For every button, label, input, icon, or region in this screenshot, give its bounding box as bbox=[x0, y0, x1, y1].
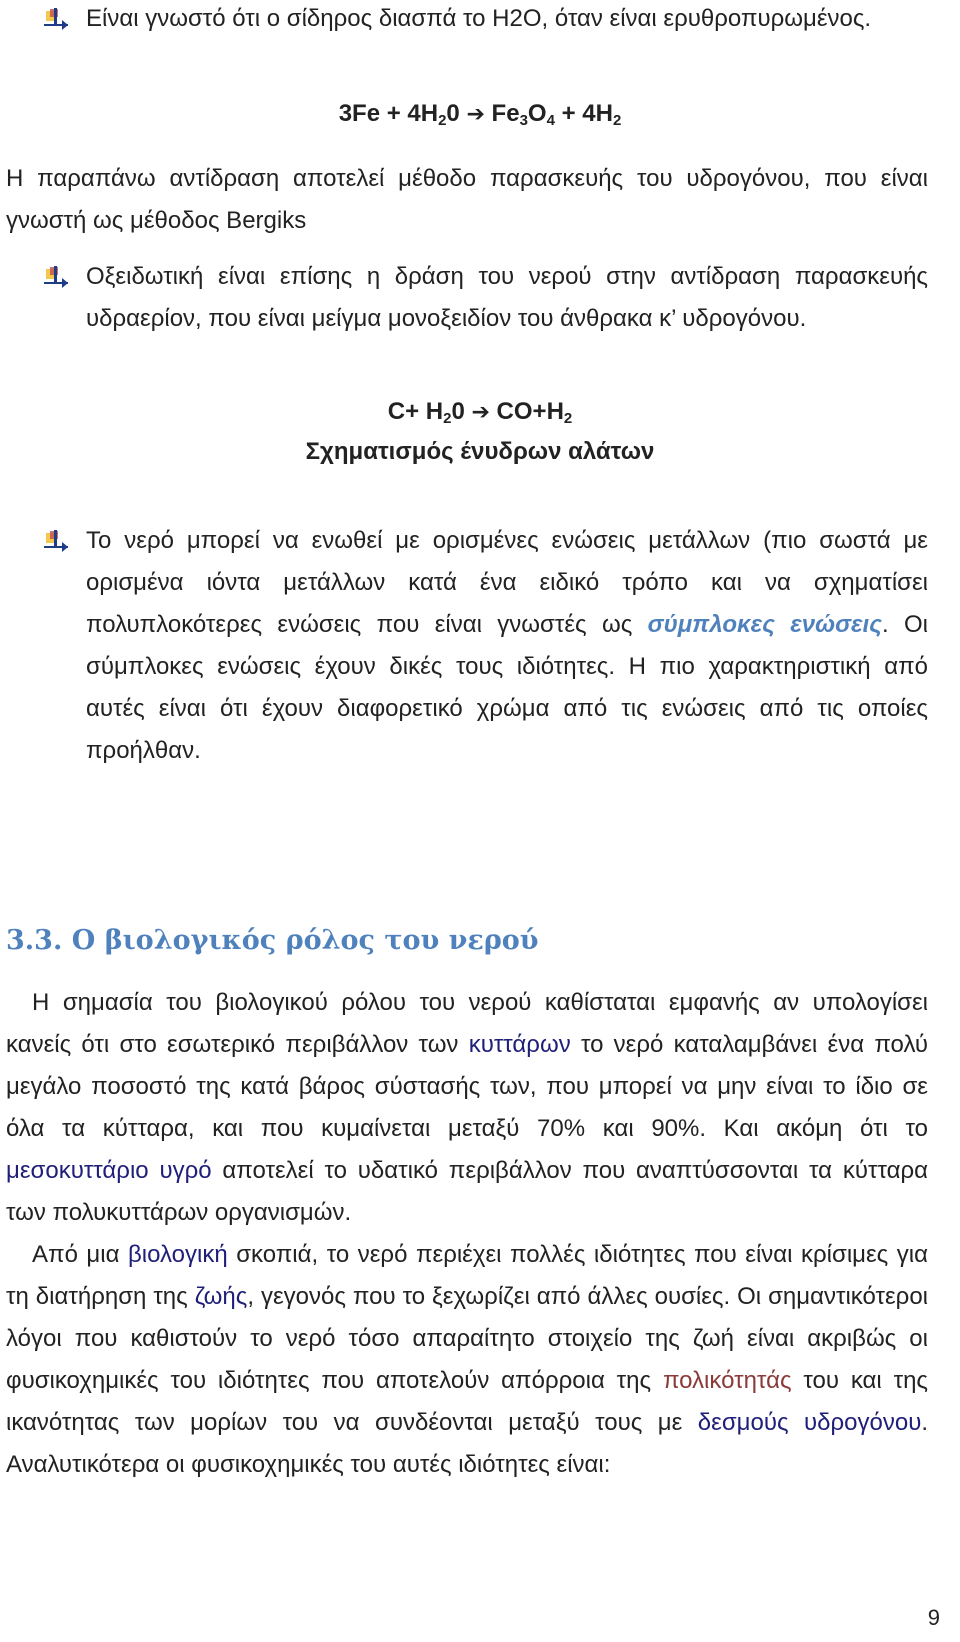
subheading-hydrated-salts: Σχηματισμός ένυδρων αλάτων bbox=[305, 438, 655, 465]
arrow-bullet-icon bbox=[44, 8, 70, 30]
link-interstitial-fluid[interactable]: μεσοκυττάριο υγρό bbox=[6, 1157, 212, 1184]
link-hydrogen-bonds[interactable]: δεσμούς υδρογόνου bbox=[697, 1409, 922, 1436]
link-biological[interactable]: βιολογική bbox=[128, 1241, 228, 1268]
equation-water-gas: $C+ H_20$ ➔ $CO+H_2$ bbox=[387, 398, 573, 427]
link-life[interactable]: ζωής bbox=[194, 1283, 248, 1310]
bullet-text: Το νερό μπορεί να ενωθεί με ορισμένες ενώσεις μετάλλων (πιο σωστά με ορισμένα ιόντα μετάλλων κατά ένα ειδικό τρόπο και να σχηματίσει πολυπλοκότερες ενώσεις που είναι γνωστές ως σύμπλοκες ενώσεις. Οι σύμπλοκες ενώσεις έχουν δικές τους ιδιότητες. Η πιο χαρακτηριστική από αυτές είναι ότι έχουν διαφορετικό χρώμα από τις ενώσεις από τις οποίες προήλθαν. bbox=[86, 527, 928, 764]
link-polarity[interactable]: πολικότητάς bbox=[662, 1367, 792, 1394]
emphasis-complex-compounds: σύμπλοκες ενώσεις bbox=[647, 611, 882, 638]
paragraph-properties: Από μια βιολογική σκοπιά, το νερό περιέχει πολλές ιδιότητες που είναι κρίσιμες για τη διατήρηση της ζωής, γεγονός που το ξεχωρίζει από άλλες ουσίες. Οι σημαντικότεροι λόγοι που καθιστούν το νερό τόσο απαραίτητο στοιχείο της ζωή είναι ακριβώς οι φυσικοχημικές του ιδιότητες που αποτελούν απόρροια της πολικότητάς του και της ικανότητας των μορίων του να συνδέονται μεταξύ τους με δεσμούς υδρογόνου. Αναλυτικότερα οι φυσικοχημικές του αυτές ιδιότητες είναι: bbox=[6, 1241, 929, 1478]
right-arrow-icon: ➔ bbox=[466, 101, 485, 126]
page-number: 9 bbox=[927, 1605, 940, 1630]
bullet-text: Οξειδωτική είναι επίσης η δράση του νερού στην αντίδραση παρασκευής υδραερίον, που είναι μείγμα μονοξειδίον του άνθρακα κ’ υδρογόνου. bbox=[86, 263, 928, 332]
right-arrow-icon: ➔ bbox=[471, 399, 490, 424]
arrow-bullet-icon bbox=[44, 266, 70, 288]
equation-iron-water: $3Fe + 4H_20$ ➔ $Fe_3O_4 + 4H_2$ bbox=[338, 100, 622, 129]
paragraph-bergiks: Η παραπάνω αντίδραση αποτελεί μέθοδο παρασκευής του υδρογόνου, που είναι γνωστή ως μέθοδος Bergiks bbox=[6, 165, 928, 234]
arrow-bullet-icon bbox=[44, 530, 70, 552]
bullet-text: Είναι γνωστό ότι ο σίδηρος διασπά το H2O, όταν είναι ερυθροπυρωμένος. bbox=[86, 5, 872, 32]
link-cells[interactable]: κυττάρων bbox=[468, 1031, 571, 1058]
paragraph-biological-role: Η σημασία του βιολογικού ρόλου του νερού καθίσταται εμφανής αν υπολογίσει κανείς ότι στο εσωτερικό περιβάλλον των κυττάρων το νερό καταλαμβάνει ένα πολύ μεγάλο ποσοστό της κατά βάρος σύστασής των, που μπορεί να μην είναι το ίδιο σε όλα τα κύτταρα, και που κυμαίνεται μεταξύ 70% και 90%. Και ακόμη ότι το μεσοκυττάριο υγρό αποτελεί το υδατικό περιβάλλον που αναπτύσσονται τα κύτταρα των πολυκυττάρων οργανισμών. bbox=[6, 989, 929, 1226]
section-heading: 3.3. Ο βιολογικός ρόλος του νερού bbox=[6, 925, 539, 956]
